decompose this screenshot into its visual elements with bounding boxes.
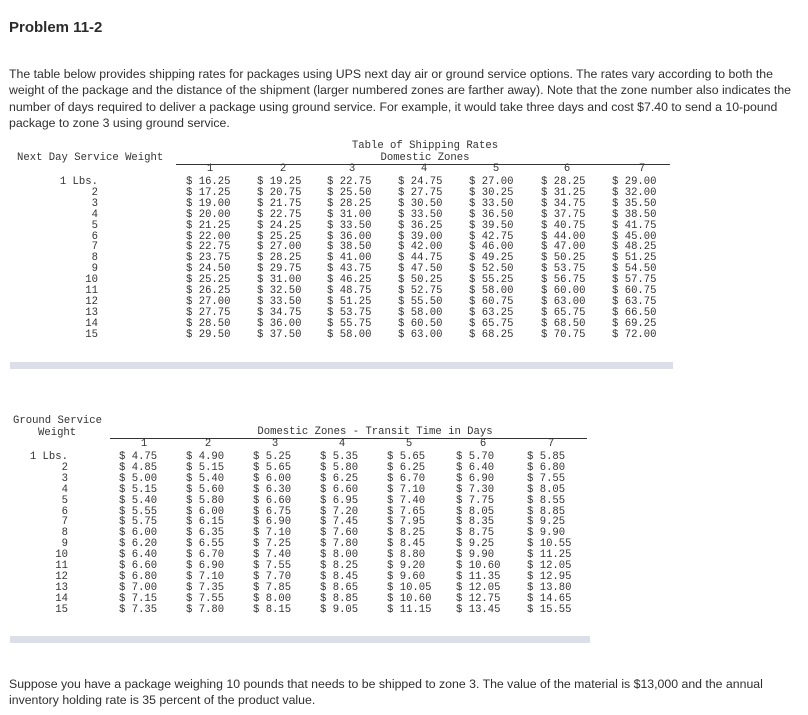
ground-rate-cell: $ 6.55 — [186, 538, 225, 551]
ground-rate-cell: $ 5.75 — [119, 516, 158, 529]
ground-rate-cell: $ 11.15 — [387, 603, 432, 616]
ground-rate-cell: $ 7.25 — [253, 538, 292, 551]
ground-rate-cell: $ 6.25 — [387, 461, 426, 474]
next-day-rate-cell: $ 36.25 — [398, 219, 443, 232]
ground-zone-header: 6 — [479, 438, 487, 450]
ground-rate-cell: $ 6.00 — [253, 472, 292, 485]
ground-rate-cell: $ 5.40 — [186, 472, 225, 485]
next-day-rate-cell: $ 29.50 — [186, 328, 231, 341]
ground-rate-cell: $ 10.60 — [387, 592, 432, 605]
next-day-table-title: Table of Shipping Rates — [351, 140, 499, 152]
next-day-rate-cell: $ 24.25 — [257, 219, 302, 232]
ground-rate-cell: $ 5.25 — [253, 451, 292, 463]
ground-rate-cell: $ 6.30 — [253, 483, 292, 496]
next-day-zone-header: 7 — [638, 163, 646, 175]
ground-rate-cell: $ 6.35 — [186, 527, 225, 540]
ground-rate-cell: $ 6.15 — [186, 516, 225, 529]
next-day-rate-cell: $ 19.25 — [257, 176, 302, 188]
next-day-rate-cell: $ 26.25 — [186, 285, 231, 297]
next-day-rate-cell: $ 58.00 — [398, 306, 443, 319]
ground-weight: 5 — [61, 494, 68, 507]
ground-rate-cell: $ 9.20 — [387, 560, 426, 572]
next-day-rate-cell: $ 17.25 — [186, 186, 231, 199]
ground-rate-cell: $ 7.40 — [387, 494, 426, 507]
next-day-rate-cell: $ 39.00 — [398, 230, 443, 243]
next-day-rate-cell: $ 22.75 — [257, 208, 302, 221]
ground-rate-cell: $ 11.25 — [527, 549, 572, 562]
next-day-zone-header: 5 — [492, 163, 500, 175]
ground-rate-cell: $ 7.40 — [253, 549, 292, 562]
ground-rate-cell: $ 5.70 — [456, 451, 495, 463]
ground-rate-cell: $ 13.45 — [456, 603, 501, 616]
ground-rate-cell: $ 8.35 — [456, 516, 495, 529]
ground-weight: 15 — [55, 603, 68, 616]
ground-rate-cell: $ 5.40 — [119, 494, 158, 507]
next-day-rate-cell: $ 38.50 — [327, 241, 372, 254]
ground-rate-cell: $ 9.25 — [456, 538, 495, 551]
next-day-rate-cell: $ 27.75 — [186, 306, 231, 319]
next-day-weight: 9 — [91, 263, 98, 276]
next-day-rate-cell: $ 24.75 — [398, 176, 443, 188]
next-day-rate-cell: $ 31.00 — [327, 208, 372, 221]
next-day-rate-cell: $ 54.50 — [612, 263, 657, 276]
ground-rate-cell: $ 10.55 — [527, 538, 572, 551]
ground-rate-cell: $ 5.15 — [186, 461, 225, 474]
next-day-rate-cell: $ 57.75 — [612, 274, 657, 287]
ground-table-title: Domestic Zones - Transit Time in Days — [257, 426, 493, 438]
ground-zone-header: 1 — [140, 438, 148, 450]
next-day-rate-cell: $ 37.50 — [257, 328, 302, 341]
next-day-rate-cell: $ 44.75 — [398, 252, 443, 265]
next-day-rate-cell: $ 33.50 — [327, 219, 372, 232]
next-day-zone-header: 4 — [420, 163, 428, 175]
next-day-rate-cell: $ 53.75 — [541, 263, 586, 276]
next-day-rate-cell: $ 22.75 — [327, 176, 372, 188]
ground-rate-cell: $ 9.25 — [527, 516, 566, 529]
next-day-rate-cell: $ 40.75 — [541, 219, 586, 232]
ground-weight: 2 — [61, 461, 68, 474]
next-day-rate-cell: $ 45.00 — [612, 230, 657, 243]
next-day-rate-cell: $ 33.50 — [398, 208, 443, 221]
next-day-rate-cell: $ 30.25 — [469, 186, 514, 199]
next-day-rate-cell: $ 60.75 — [612, 285, 657, 297]
next-day-rate-cell: $ 58.00 — [327, 328, 372, 341]
ground-rate-cell: $ 7.80 — [186, 603, 225, 616]
next-day-rate-cell: $ 39.50 — [469, 219, 514, 232]
ground-weight-header-line1: Ground Service — [13, 415, 103, 427]
next-day-rate-cell: $ 63.00 — [398, 328, 443, 341]
ground-rate-cell: $ 6.95 — [320, 494, 359, 507]
next-day-rate-cell: $ 48.25 — [612, 241, 657, 254]
next-day-rate-cell: $ 60.50 — [398, 317, 443, 330]
ground-rate-cell: $ 4.85 — [119, 461, 158, 474]
ground-rate-cell: $ 6.80 — [527, 461, 566, 474]
ground-rate-cell: $ 15.55 — [527, 603, 572, 616]
next-day-weight: 10 — [85, 274, 98, 287]
next-day-rate-cell: $ 37.75 — [541, 208, 586, 221]
next-day-rate-cell: $ 22.00 — [186, 230, 231, 243]
next-day-rate-cell: $ 38.50 — [612, 208, 657, 221]
next-day-rate-cell: $ 21.25 — [186, 219, 231, 232]
next-day-weight: 2 — [91, 186, 98, 199]
ground-rate-cell: $ 7.15 — [119, 592, 158, 605]
ground-weight: 12 — [55, 570, 68, 583]
ground-rate-cell: $ 6.90 — [186, 560, 225, 572]
ground-weight: 13 — [55, 581, 68, 594]
next-day-rate-cell: $ 23.75 — [186, 252, 231, 265]
ground-rate-cell: $ 10.05 — [387, 581, 432, 594]
next-day-rate-cell: $ 55.25 — [469, 274, 514, 287]
next-day-weight: 11 — [85, 285, 98, 297]
ground-rate-cell: $ 8.05 — [456, 505, 495, 518]
next-day-rate-cell: $ 47.50 — [398, 263, 443, 276]
ground-rate-cell: $ 6.00 — [186, 505, 225, 518]
next-day-rate-cell: $ 31.25 — [541, 186, 586, 199]
ground-rate-cell: $ 14.65 — [527, 592, 572, 605]
next-day-rate-cell: $ 58.00 — [469, 285, 514, 297]
next-day-rate-cell: $ 36.00 — [327, 230, 372, 243]
ground-rate-cell: $ 4.90 — [186, 451, 225, 463]
next-day-rate-cell: $ 56.75 — [541, 274, 586, 287]
ground-weight: 6 — [61, 505, 68, 518]
next-day-rate-cell: $ 19.00 — [186, 197, 231, 210]
ground-rate-cell: $ 7.95 — [387, 516, 426, 529]
ground-rate-cell: $ 6.75 — [253, 505, 292, 518]
ground-rate-cell: $ 5.15 — [119, 483, 158, 496]
next-day-weight: 15 — [85, 328, 98, 341]
next-day-rate-cell: $ 65.75 — [469, 317, 514, 330]
next-day-zone-header: 3 — [348, 163, 356, 175]
ground-table-shadow — [10, 636, 590, 643]
next-day-rate-cell: $ 27.00 — [469, 176, 514, 188]
ground-rate-cell: $ 6.70 — [387, 472, 426, 485]
ground-weight: 9 — [61, 538, 68, 551]
ground-rate-cell: $ 7.65 — [387, 505, 426, 518]
next-day-weight: 4 — [91, 208, 98, 221]
ground-rate-cell: $ 5.35 — [320, 451, 359, 463]
next-day-rate-cell: $ 48.75 — [327, 285, 372, 297]
ground-weight: 14 — [55, 592, 68, 605]
next-day-rate-cell: $ 50.25 — [541, 252, 586, 265]
ground-rate-cell: $ 7.75 — [456, 494, 495, 507]
next-day-weight: 5 — [91, 219, 98, 232]
ground-rate-cell: $ 5.65 — [253, 461, 292, 474]
next-day-rate-cell: $ 46.00 — [469, 241, 514, 254]
next-day-rate-cell: $ 29.00 — [612, 176, 657, 188]
ground-zone-header: 7 — [547, 438, 555, 450]
next-day-rate-cell: $ 32.00 — [612, 186, 657, 199]
next-day-rate-cell: $ 35.50 — [612, 197, 657, 210]
next-day-rate-cell: $ 31.00 — [257, 274, 302, 287]
ground-rate-cell: $ 8.45 — [320, 570, 359, 583]
next-day-rate-cell: $ 68.25 — [469, 328, 514, 341]
next-day-rate-cell: $ 60.75 — [469, 295, 514, 308]
ground-rate-cell: $ 8.00 — [320, 549, 359, 562]
next-day-weight: 14 — [85, 317, 98, 330]
next-day-weight: 3 — [91, 197, 98, 210]
ground-rate-cell: $ 7.70 — [253, 570, 292, 583]
next-day-rate-cell: $ 52.50 — [469, 263, 514, 276]
next-day-rate-cell: $ 36.50 — [469, 208, 514, 221]
next-day-zone-header: 6 — [563, 163, 571, 175]
next-day-rate-cell: $ 68.50 — [541, 317, 586, 330]
next-day-rate-cell: $ 27.75 — [398, 186, 443, 199]
next-day-zone-header: 1 — [206, 163, 214, 175]
next-day-rate-cell: $ 52.75 — [398, 285, 443, 297]
ground-rate-cell: $ 5.00 — [119, 472, 158, 485]
problem-title: Problem 11-2 — [9, 19, 103, 36]
ground-weight: 4 — [61, 483, 68, 496]
next-day-rate-cell: $ 41.00 — [327, 252, 372, 265]
next-day-rate-cell: $ 55.50 — [398, 295, 443, 308]
ground-zone-header: 4 — [338, 438, 346, 450]
next-day-rate-cell: $ 25.50 — [327, 186, 372, 199]
next-day-rate-cell: $ 28.25 — [541, 176, 586, 188]
next-day-rate-cell: $ 51.25 — [612, 252, 657, 265]
next-day-rate-cell: $ 28.25 — [257, 252, 302, 265]
ground-rate-cell: $ 12.05 — [527, 560, 572, 572]
ground-rate-cell: $ 7.35 — [119, 603, 158, 616]
next-day-rate-cell: $ 46.25 — [327, 274, 372, 287]
next-day-rate-cell: $ 65.75 — [541, 306, 586, 319]
next-day-rate-cell: $ 51.25 — [327, 295, 372, 308]
next-day-rate-cell: $ 32.50 — [257, 285, 302, 297]
ground-rate-cell: $ 6.25 — [320, 472, 359, 485]
ground-rate-cell: $ 6.20 — [119, 538, 158, 551]
ground-rate-cell: $ 12.95 — [527, 570, 572, 583]
next-day-rate-cell: $ 53.75 — [327, 306, 372, 319]
ground-rate-cell: $ 7.60 — [320, 527, 359, 540]
next-day-weight: 13 — [85, 306, 98, 319]
ground-rate-cell: $ 7.20 — [320, 505, 359, 518]
ground-weight: 7 — [61, 516, 68, 529]
next-day-weight: 7 — [91, 241, 98, 254]
next-day-rate-cell: $ 43.75 — [327, 263, 372, 276]
ground-rate-cell: $ 9.90 — [527, 527, 566, 540]
ground-rate-cell: $ 6.60 — [253, 494, 292, 507]
ground-rate-cell: $ 7.10 — [253, 527, 292, 540]
ground-rate-cell: $ 5.60 — [186, 483, 225, 496]
ground-rate-cell: $ 9.90 — [456, 549, 495, 562]
next-day-rate-cell: $ 60.00 — [541, 285, 586, 297]
next-day-rate-cell: $ 55.75 — [327, 317, 372, 330]
next-day-rate-cell: $ 49.25 — [469, 252, 514, 265]
ground-rate-cell: $ 7.55 — [186, 592, 225, 605]
next-day-rate-cell: $ 28.50 — [186, 317, 231, 330]
ground-rate-cell: $ 7.10 — [387, 483, 426, 496]
ground-rate-cell: $ 5.55 — [119, 505, 158, 518]
ground-rate-cell: $ 8.00 — [253, 592, 292, 605]
ground-rate-cell: $ 7.55 — [253, 560, 292, 572]
next-day-rate-cell: $ 44.00 — [541, 230, 586, 243]
next-day-rate-cell: $ 72.00 — [612, 328, 657, 341]
next-day-rate-cell: $ 36.00 — [257, 317, 302, 330]
next-day-rate-cell: $ 20.75 — [257, 186, 302, 199]
next-day-rate-cell: $ 66.50 — [612, 306, 657, 319]
next-day-weight: 8 — [91, 252, 98, 265]
ground-rate-cell: $ 6.90 — [456, 472, 495, 485]
next-day-rate-cell: $ 42.75 — [469, 230, 514, 243]
next-day-rate-cell: $ 69.25 — [612, 317, 657, 330]
ground-weight: 10 — [55, 549, 68, 562]
next-day-rate-cell: $ 22.75 — [186, 241, 231, 254]
next-day-rate-cell: $ 33.50 — [469, 197, 514, 210]
ground-rate-cell: $ 7.10 — [186, 570, 225, 583]
next-day-rate-cell: $ 34.75 — [257, 306, 302, 319]
ground-rate-cell: $ 7.85 — [253, 581, 292, 594]
next-day-rate-cell: $ 27.00 — [186, 295, 231, 308]
ground-weight: 1 Lbs. — [29, 451, 68, 463]
next-day-weight: 1 Lbs. — [59, 176, 98, 188]
ground-rate-cell: $ 8.80 — [387, 549, 426, 562]
next-day-rate-cell: $ 41.75 — [612, 219, 657, 232]
next-day-rate-cell: $ 20.00 — [186, 208, 231, 221]
ground-rate-cell: $ 8.75 — [456, 527, 495, 540]
next-day-rate-cell: $ 30.50 — [398, 197, 443, 210]
next-day-rate-cell: $ 21.75 — [257, 197, 302, 210]
next-day-weight: 12 — [85, 295, 98, 308]
ground-rate-cell: $ 7.00 — [119, 581, 158, 594]
ground-rate-cell: $ 10.60 — [456, 560, 501, 572]
next-day-rate-cell: $ 42.00 — [398, 241, 443, 254]
ground-rate-cell: $ 8.25 — [387, 527, 426, 540]
intro-paragraph: The table below provides shipping rates for packages using UPS next day air or ground service options. The rates vary according to both the weight of the package and the distance of the shipment (larger numbered zones are farther away). Note that the zone number also indicates the number of days required to deliver a package using ground service. For example, it would take three days and cost $7.40 to send a 10-pound package to zone 3 using ground service. — [9, 67, 791, 130]
ground-rate-cell: $ 8.85 — [527, 505, 566, 518]
ground-rate-cell: $ 6.40 — [456, 461, 495, 474]
next-day-rate-cell: $ 63.75 — [612, 295, 657, 308]
ground-rate-cell: $ 6.60 — [119, 560, 158, 572]
ground-rate-cell: $ 7.30 — [456, 483, 495, 496]
ground-rate-cell: $ 6.00 — [119, 527, 158, 540]
ground-rate-cell: $ 6.70 — [186, 549, 225, 562]
ground-rate-cell: $ 7.55 — [527, 472, 566, 485]
next-day-weight: 6 — [91, 230, 98, 243]
ground-rate-cell: $ 6.40 — [119, 549, 158, 562]
ground-zone-header: 2 — [204, 438, 212, 450]
ground-rate-cell: $ 8.05 — [527, 483, 566, 496]
ground-rate-cell: $ 8.55 — [527, 494, 566, 507]
ground-weight: 8 — [61, 527, 68, 540]
next-day-rate-cell: $ 33.50 — [257, 295, 302, 308]
ground-rate-cell: $ 7.80 — [320, 538, 359, 551]
ground-rate-cell: $ 5.80 — [320, 461, 359, 474]
ground-weight: 11 — [55, 560, 68, 572]
ground-rate-cell: $ 6.80 — [119, 570, 158, 583]
next-day-zones-label: Domestic Zones — [380, 152, 470, 164]
next-day-rate-cell: $ 25.25 — [186, 274, 231, 287]
next-day-rate-cell: $ 50.25 — [398, 274, 443, 287]
next-day-rate-cell: $ 29.75 — [257, 263, 302, 276]
ground-rate-cell: $ 7.45 — [320, 516, 359, 529]
next-day-rate-cell: $ 28.25 — [327, 197, 372, 210]
ground-rate-cell: $ 8.85 — [320, 592, 359, 605]
next-day-rate-cell: $ 47.00 — [541, 241, 586, 254]
ground-rate-cell: $ 8.15 — [253, 603, 292, 616]
ground-rate-cell: $ 6.90 — [253, 516, 292, 529]
next-day-rate-cell: $ 70.75 — [541, 328, 586, 341]
ground-rate-cell: $ 5.80 — [186, 494, 225, 507]
ground-weight-header-line2: Weight — [38, 427, 77, 439]
next-day-zone-header: 2 — [279, 163, 287, 175]
ground-rate-cell: $ 8.25 — [320, 560, 359, 572]
ground-rate-cell: $ 9.60 — [387, 570, 426, 583]
ground-rate-cell: $ 9.05 — [320, 603, 359, 616]
ground-rate-cell: $ 8.45 — [387, 538, 426, 551]
next-day-rate-cell: $ 16.25 — [186, 176, 231, 188]
next-day-rate-cell: $ 24.50 — [186, 263, 231, 276]
ground-rate-cell: $ 8.65 — [320, 581, 359, 594]
next-day-rate-cell: $ 25.25 — [257, 230, 302, 243]
ground-rate-cell: $ 12.05 — [456, 581, 501, 594]
ground-rate-cell: $ 5.65 — [387, 451, 426, 463]
ground-rate-cell: $ 12.75 — [456, 592, 501, 605]
ground-rate-cell: $ 13.80 — [527, 581, 572, 594]
ground-rate-cell: $ 4.75 — [119, 451, 158, 463]
next-day-weight-header: Next Day Service Weight — [17, 152, 164, 164]
ground-rate-cell: $ 7.35 — [186, 581, 225, 594]
ground-rate-cell: $ 5.85 — [527, 451, 566, 463]
ground-zone-header: 5 — [405, 438, 413, 450]
next-day-rate-cell: $ 27.00 — [257, 241, 302, 254]
next-day-rate-cell: $ 63.25 — [469, 306, 514, 319]
next-day-rate-cell: $ 63.00 — [541, 295, 586, 308]
next-day-rate-cell: $ 34.75 — [541, 197, 586, 210]
ground-zone-header: 3 — [271, 438, 279, 450]
ground-weight: 3 — [61, 472, 68, 485]
ground-rate-cell: $ 11.35 — [456, 570, 501, 583]
closing-paragraph: Suppose you have a package weighing 10 pounds that needs to be shipped to zone 3. The value of the material is $13,000 and the annual inventory holding rate is 35 percent of the product value. — [9, 677, 763, 708]
next-day-table-shadow — [10, 362, 673, 369]
ground-rate-cell: $ 6.60 — [320, 483, 359, 496]
